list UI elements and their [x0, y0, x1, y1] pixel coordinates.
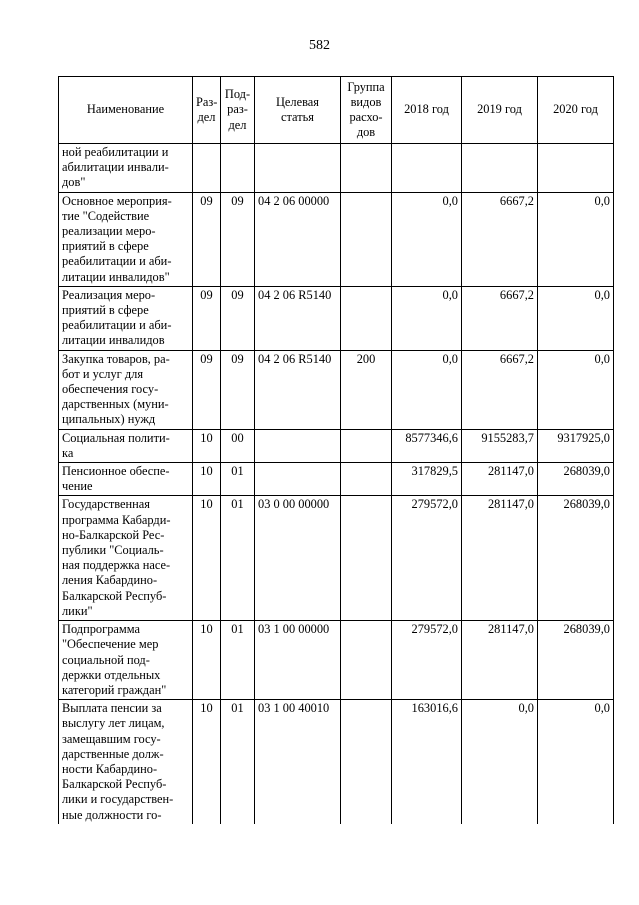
cell-name: Пенсионное обеспе- чение	[59, 463, 193, 496]
cell-group	[341, 429, 392, 462]
cell-section: 09	[193, 286, 221, 350]
cell-name: Государственная программа Кабарди- но-Балкарской Рес- публики "Социаль- ная поддержка насе- ления Кабардино- Балкарской Респуб- лики"	[59, 496, 193, 621]
cell-y2019: 281147,0	[462, 463, 538, 496]
cell-target	[255, 463, 341, 496]
cell-section: 09	[193, 192, 221, 286]
cell-y2018: 279572,0	[392, 496, 462, 621]
cell-y2019: 0,0	[462, 700, 538, 824]
cell-target: 03 1 00 00000	[255, 621, 341, 700]
cell-group	[341, 496, 392, 621]
cell-y2019	[462, 144, 538, 193]
cell-y2020: 268039,0	[538, 621, 614, 700]
header-2019: 2019 год	[462, 77, 538, 144]
header-2020: 2020 год	[538, 77, 614, 144]
cell-name: Реализация меро- приятий в сфере реабилитации и аби- литации инвалидов	[59, 286, 193, 350]
cell-y2019: 9155283,7	[462, 429, 538, 462]
cell-subsection: 01	[221, 463, 255, 496]
cell-section: 10	[193, 463, 221, 496]
table-row	[59, 463, 614, 496]
table-row	[59, 429, 614, 462]
header-name: Наименование	[59, 77, 193, 144]
table-row	[59, 496, 614, 621]
cell-y2020: 0,0	[538, 350, 614, 429]
header-subsection: Под- раз- дел	[221, 77, 255, 144]
table-row	[59, 350, 614, 429]
cell-subsection: 01	[221, 700, 255, 824]
cell-name: Подпрограмма "Обеспечение мер социальной под- держки отдельных категорий граждан"	[59, 621, 193, 700]
cell-group	[341, 192, 392, 286]
table-body	[59, 144, 614, 824]
cell-y2018: 163016,6	[392, 700, 462, 824]
cell-y2019: 6667,2	[462, 286, 538, 350]
cell-y2020: 0,0	[538, 192, 614, 286]
header-group: Группа видов расхо- дов	[341, 77, 392, 144]
cell-y2019: 281147,0	[462, 496, 538, 621]
cell-target	[255, 429, 341, 462]
cell-y2019: 281147,0	[462, 621, 538, 700]
cell-name: Закупка товаров, ра- бот и услуг для обеспечения госу- дарственных (муни- ципальных) нужд	[59, 350, 193, 429]
cell-y2018: 317829,5	[392, 463, 462, 496]
cell-subsection	[221, 144, 255, 193]
cell-subsection: 09	[221, 192, 255, 286]
cell-subsection: 01	[221, 496, 255, 621]
cell-name: Основное мероприя- тие "Содействие реализации меро- приятий в сфере реабилитации и аби- литации инвалидов"	[59, 192, 193, 286]
cell-y2019: 6667,2	[462, 350, 538, 429]
cell-subsection: 09	[221, 286, 255, 350]
cell-y2018: 279572,0	[392, 621, 462, 700]
cell-y2020: 0,0	[538, 286, 614, 350]
table-row	[59, 621, 614, 700]
cell-y2018	[392, 144, 462, 193]
cell-target: 03 1 00 40010	[255, 700, 341, 824]
header-section: Раз- дел	[193, 77, 221, 144]
cell-y2020: 268039,0	[538, 463, 614, 496]
cell-y2018: 0,0	[392, 192, 462, 286]
table-row	[59, 700, 614, 824]
cell-section: 09	[193, 350, 221, 429]
cell-subsection: 00	[221, 429, 255, 462]
cell-section: 10	[193, 429, 221, 462]
cell-name: Социальная полити- ка	[59, 429, 193, 462]
cell-y2020: 0,0	[538, 700, 614, 824]
cell-section	[193, 144, 221, 193]
table-row	[59, 144, 614, 193]
header-target: Целевая статья	[255, 77, 341, 144]
cell-section: 10	[193, 700, 221, 824]
cell-y2020: 9317925,0	[538, 429, 614, 462]
cell-group: 200	[341, 350, 392, 429]
cell-target: 04 2 06 R5140	[255, 286, 341, 350]
page-number: 582	[309, 38, 330, 53]
cell-subsection: 09	[221, 350, 255, 429]
cell-name: ной реабилитации и абилитации инвали- дов"	[59, 144, 193, 193]
cell-target	[255, 144, 341, 193]
cell-y2018: 8577346,6	[392, 429, 462, 462]
cell-name: Выплата пенсии за выслугу лет лицам, замещавшим госу- дарственные долж- ности Кабардино- Балкарской Респуб- лики и государствен- ные должности го-	[59, 700, 193, 824]
cell-y2018: 0,0	[392, 350, 462, 429]
cell-section: 10	[193, 621, 221, 700]
budget-table	[58, 76, 614, 824]
cell-y2020	[538, 144, 614, 193]
cell-section: 10	[193, 496, 221, 621]
cell-group	[341, 144, 392, 193]
cell-subsection: 01	[221, 621, 255, 700]
table-row	[59, 286, 614, 350]
cell-y2019: 6667,2	[462, 192, 538, 286]
cell-group	[341, 286, 392, 350]
table-header-row	[59, 77, 614, 144]
cell-target: 04 2 06 00000	[255, 192, 341, 286]
cell-target: 03 0 00 00000	[255, 496, 341, 621]
cell-y2020: 268039,0	[538, 496, 614, 621]
cell-group	[341, 463, 392, 496]
cell-target: 04 2 06 R5140	[255, 350, 341, 429]
header-2018: 2018 год	[392, 77, 462, 144]
cell-y2018: 0,0	[392, 286, 462, 350]
cell-group	[341, 621, 392, 700]
cell-group	[341, 700, 392, 824]
table-row	[59, 192, 614, 286]
